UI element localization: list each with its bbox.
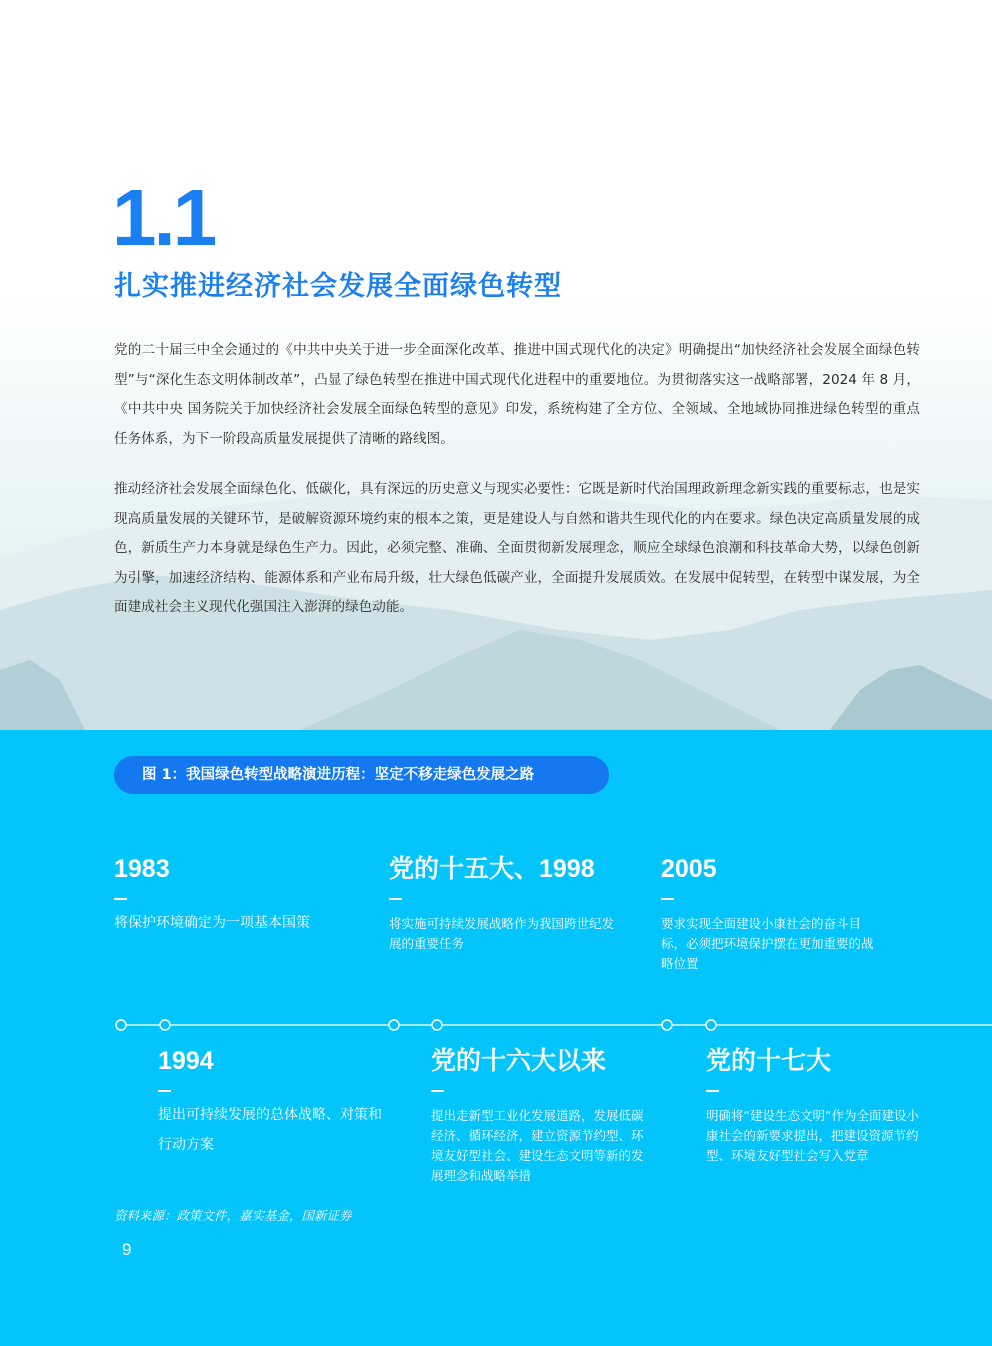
event-description: 提出可持续发展的总体战略、对策和行动方案	[158, 1107, 382, 1153]
event-title: 1994	[158, 1047, 214, 1075]
timeline-event-17th-congress	[706, 1046, 926, 1166]
event-divider	[158, 1090, 171, 1092]
event-title: 1983	[114, 855, 170, 883]
timeline-event-1983	[114, 854, 354, 938]
timeline-panel	[0, 730, 992, 1346]
timeline-event-1998	[389, 854, 614, 954]
event-title: 党的十七大	[706, 1047, 832, 1075]
body-paragraph-1: 党的二十届三中全会通过的《中共中央关于进一步全面深化改革、推进中国式现代化的决定》明确提出“加快经济社会发展全面绿色转型”与“深化生态文明体制改革”，凸显了绿色转型在推进中国式现代化进程中的重要地位。为贯彻落实这一战略部署，2024 年 8 月，《中共中央 国务院关于加快经济社会发展全面绿色转型的意见》印发，系统构建了全方位、全领域、全地域协同推进绿色转型的重点任务体系，为下一阶段高质量发展提供了清晰的路线图。	[114, 342, 920, 447]
event-divider	[389, 898, 402, 900]
page-number: 9	[122, 1240, 132, 1259]
event-description: 要求实现全面建设小康社会的奋斗目标，必须把环境保护摆在更加重要的战略位置	[661, 916, 874, 971]
section-number: 1.1	[112, 173, 215, 262]
event-title: 党的十五大、1998	[389, 855, 595, 883]
event-divider	[706, 1090, 719, 1092]
figure-caption: 图 1：我国绿色转型战略演进历程：坚定不移走绿色发展之路	[114, 756, 609, 794]
event-divider	[114, 898, 127, 900]
timeline-event-16th-congress	[431, 1046, 651, 1186]
timeline-event-2005	[661, 854, 881, 974]
source-note: 资料来源：政策文件，嘉实基金，国新证券	[114, 1208, 352, 1223]
event-divider	[661, 898, 674, 900]
body-paragraph-2: 推动经济社会发展全面绿色化、低碳化，具有深远的历史意义与现实必要性：它既是新时代治国理政新理念新实践的重要标志，也是实现高质量发展的关键环节，是破解资源环境约束的根本之策，更是建设人与自然和谐共生现代化的内在要求。绿色决定高质量发展的成色，新质生产力本身就是绿色生产力。因此，必须完整、准确、全面贯彻新发展理念，顺应全球绿色浪潮和科技革命大势，以绿色创新为引擎，加速经济结构、能源体系和产业布局升级，壮大绿色低碳产业，全面提升发展质效。在发展中促转型，在转型中谋发展，为全面建成社会主义现代化强国注入澎湃的绿色动能。	[114, 481, 920, 615]
event-description: 提出走新型工业化发展道路，发展低碳经济、循环经济，建立资源节约型、环境友好型社会、建设生态文明等新的发展理念和战略举措	[431, 1108, 644, 1183]
section-title: 扎实推进经济社会发展全面绿色转型	[114, 271, 562, 302]
event-divider	[431, 1090, 444, 1092]
event-description: 将保护环境确定为一项基本国策	[114, 915, 310, 931]
event-title: 党的十六大以来	[431, 1047, 607, 1075]
event-description: 将实施可持续发展战略作为我国跨世纪发展的重要任务	[389, 916, 615, 951]
event-title: 2005	[661, 855, 717, 883]
timeline-event-1994	[158, 1046, 383, 1160]
timeline-axis	[0, 1010, 992, 1040]
event-description: 明确将“建设生态文明”作为全面建设小康社会的新要求提出，把建设资源节约型、环境友好型社会写入党章	[706, 1108, 919, 1163]
